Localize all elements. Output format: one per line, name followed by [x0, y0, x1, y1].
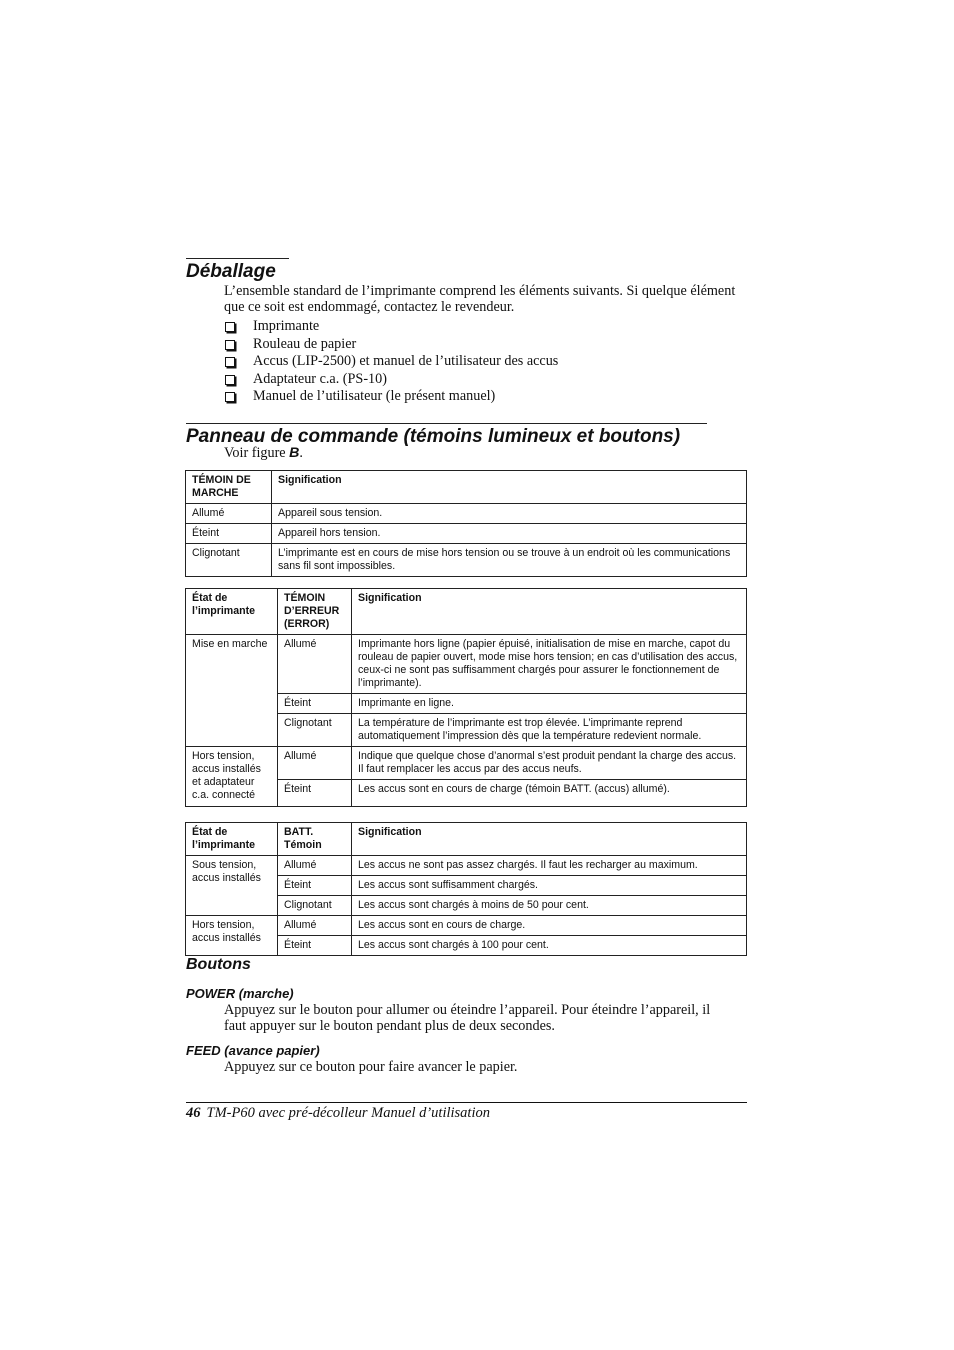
- table-header-row: [186, 589, 747, 635]
- checkbox-icon: [225, 357, 235, 367]
- checkbox-icon: [225, 322, 235, 332]
- feed-button-description: Appuyez sur ce bouton pour faire avancer le papier.: [224, 1059, 518, 1075]
- table-row: Éteint Appareil hors tension.: [186, 524, 747, 544]
- state-cell: Hors tension, accus installés et adaptateur c.a. connecté: [186, 747, 278, 807]
- battery-led-table: [185, 822, 747, 956]
- table-row: Hors tension, accus installés Allumé Les accus sont en cours de charge.: [186, 916, 747, 936]
- power-button-description: Appuyez sur le bouton pour allumer ou éteindre l’appareil. Pour éteindre l’appareil, il faut appuyer sur le bouton pendant plus de deux secondes.: [224, 1002, 711, 1034]
- table-row: Éteint Les accus sont suffisamment chargés.: [186, 876, 747, 896]
- table-row: Éteint Les accus sont en cours de charge (témoin BATT. (accus) allumé).: [186, 780, 747, 807]
- column-header: TÉMOIN D’ERREUR (ERROR): [278, 589, 352, 635]
- power-button-title: POWER (marche): [186, 986, 294, 1001]
- checkbox-icon: [225, 375, 235, 385]
- error-led-table: [185, 588, 747, 807]
- column-header: État de l’imprimante: [186, 589, 278, 635]
- column-header: TÉMOIN DE MARCHE: [186, 471, 272, 504]
- power-led-table: [185, 470, 747, 577]
- table-row: Éteint Les accus sont chargés à 100 pour cent.: [186, 936, 747, 956]
- table-header-row: [186, 823, 747, 856]
- figure-ref: B: [289, 445, 300, 461]
- checkbox-icon: [225, 392, 235, 402]
- list-item: Manuel de l’utilisateur (le présent manuel): [224, 388, 558, 406]
- table-row: Hors tension, accus installés et adaptateur c.a. connecté Allumé Indique que quelque chose d’anormal s’est produit pendant la charge des accus. Il faut remplacer les accus par des accus neufs.: [186, 747, 747, 780]
- table-row: Mise en marche Allumé Imprimante hors ligne (papier épuisé, initialisation de mise en marche, capot du rouleau de papier ouvert, mode mise hors tension; en cas d’utilisation des accus, ceux-ci ne sont pas suffisamment chargés pour assurer le fonctionnement de l’imprimante).: [186, 635, 747, 694]
- table-row: Clignotant La température de l’imprimante est trop élevée. L’imprimante reprend automatiquement l’impression dès que la température redevient normale.: [186, 714, 747, 747]
- section-title-control-panel: Panneau de commande (témoins lumineux et boutons): [186, 423, 707, 448]
- page-number: 46: [186, 1105, 201, 1121]
- unpacking-list: [224, 318, 558, 406]
- see-figure-text: Voir figure B.: [224, 445, 303, 461]
- list-item: Rouleau de papier: [224, 336, 558, 354]
- section-title-unpacking: Déballage: [186, 258, 289, 283]
- column-header: Signification: [352, 589, 747, 635]
- table-row: Sous tension, accus installés Allumé Les accus ne sont pas assez chargés. Il faut les recharger au maximum.: [186, 856, 747, 876]
- table-row: Éteint Imprimante en ligne.: [186, 694, 747, 714]
- unpacking-intro: L’ensemble standard de l’imprimante comprend les éléments suivants. Si quelque élément que ce soit est endommagé, contactez le revendeur.: [224, 283, 736, 315]
- table-row: Allumé Appareil sous tension.: [186, 504, 747, 524]
- table-row: Clignotant Les accus sont chargés à moins de 50 pour cent.: [186, 896, 747, 916]
- footer-rule: [186, 1102, 747, 1103]
- column-header: État de l’imprimante: [186, 823, 278, 856]
- column-header: BATT. Témoin: [278, 823, 352, 856]
- table-row: Clignotant L’imprimante est en cours de mise hors tension ou se trouve à un endroit où les communications sans fil sont impossibles.: [186, 544, 747, 577]
- state-cell: Sous tension, accus installés: [186, 856, 278, 916]
- page-footer: [186, 1105, 490, 1122]
- state-cell: Hors tension, accus installés: [186, 916, 278, 956]
- checkbox-icon: [225, 340, 235, 350]
- subsection-title-buttons: Boutons: [186, 956, 251, 973]
- list-item: Imprimante: [224, 318, 558, 336]
- column-header: Signification: [352, 823, 747, 856]
- footer-title: TM-P60 avec pré-décolleur Manuel d’utilisation: [206, 1105, 490, 1121]
- state-cell: Mise en marche: [186, 635, 278, 747]
- list-item: Accus (LIP-2500) et manuel de l’utilisateur des accus: [224, 353, 558, 371]
- list-item: Adaptateur c.a. (PS-10): [224, 371, 558, 389]
- feed-button-title: FEED (avance papier): [186, 1043, 320, 1058]
- column-header: Signification: [272, 471, 747, 504]
- table-header-row: [186, 471, 747, 504]
